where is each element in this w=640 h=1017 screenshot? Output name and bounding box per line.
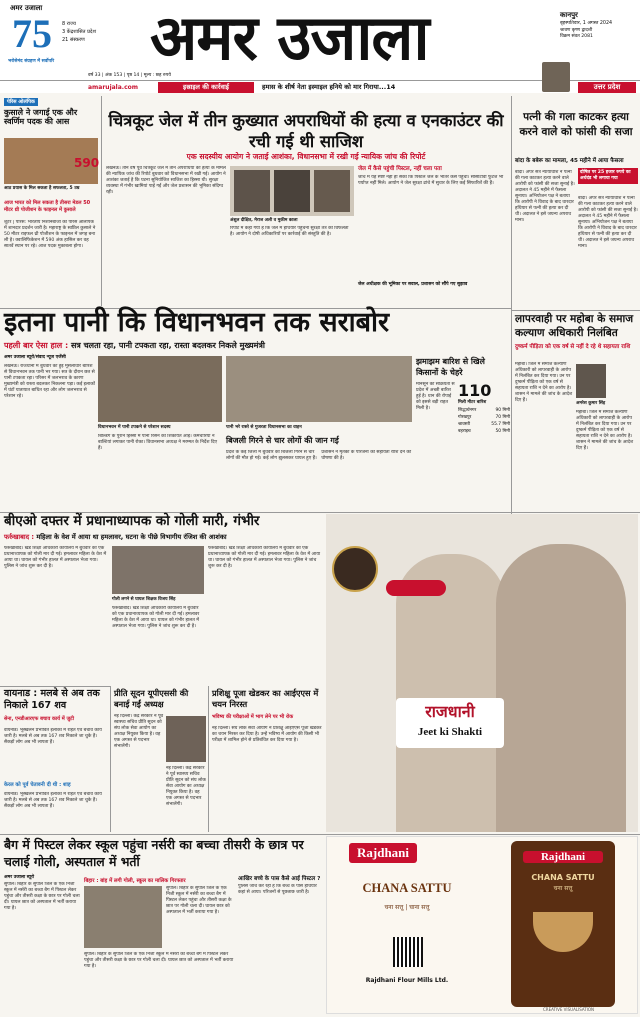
edition-item: 3 केंद्रशासित प्रदेश xyxy=(62,29,96,35)
lead-side-head: जेल में कैसे पहुंची पिस्टल, नहीं चला पता xyxy=(358,166,442,172)
stat-place: श्रावस्ती xyxy=(458,422,471,427)
school-body: सुपौल। बिहार के सुपौल जिले के एक निजी स्कूल में नर्सरी का बच्चा बैग में पिस्टल लेकर पहुंचा और तीसरी कक्षा के छात्र पर गोली चला दी। घायल छात्र को अस्पताल में भर्ती कराया गया है। xyxy=(4,882,80,911)
mahoba-photo xyxy=(576,364,606,398)
ad2-pack-bowl xyxy=(533,912,593,952)
ad2-product-hi: चना सत्तू | चाना सत्तु xyxy=(384,904,430,911)
mahoba-headline: लापरवाही पर महोबा के समाज कल्याण अधिकारी निलंबित xyxy=(515,313,634,339)
editions-list xyxy=(62,20,132,44)
school-box2 xyxy=(238,876,324,1012)
ad2-company: Rajdhani Flour Mills Ltd. xyxy=(365,977,449,984)
wife-headline: पत्नी की गला काटकर हत्या करने वाले को फांसी की सजा xyxy=(519,111,633,138)
rain-body: लखनऊ। राजधानी में बुधवार को हुई मूसलाधार बारिश से विधानभवन तक पानी भर गया। सत्र के दौरान छत से पानी टपकता रहा। परिसर में जलभराव के कारण मुख्यमंत्री को रास्ता बदलकर निकलना पड़ा। कई इलाकों में घंटों यातायात बाधित रहा और लोग जलभराव से परेशान रहे। xyxy=(4,364,95,399)
mahoba-photo-caption: अमरेश कुमार सिंह xyxy=(576,401,606,406)
editor-photo xyxy=(542,62,570,92)
accused-photo xyxy=(314,170,350,212)
kisan-stat-box xyxy=(458,382,510,456)
bsa-body-cont: फर्रुखाबाद। खंड शिक्षा अधिकारी कार्यालय में बुधवार को एक प्रधानाध्यापक को गोली मार दी गई। हमलावर महिला के वेश में आया था। घायल को गंभीर हालत में अस्पताल भेजा गया। पुलिस ने जांच शुरू कर दी है। xyxy=(112,606,200,629)
mahoba-body: महोबा। जिले में समाज कल्याण अधिकारी को लापरवाही के आरोप में निलंबित कर दिया गया। उन पर दुष्कर्म पीड़िता को एक वर्ष से सहायता राशि न देने का आरोप है। शासन ने मामले की जांच के आदेश दिए हैं। xyxy=(515,362,573,403)
puja-subhead: भविष्य की परीक्षाओं में भाग लेने पर भी रोक xyxy=(212,714,294,720)
ad2-pack xyxy=(511,841,615,1007)
samvat-line: श्रावण कृष्ण द्वादशी xyxy=(560,28,593,33)
school-headline: बैग में पिस्टल लेकर स्कूल पहुंचा नर्सरी का बच्चा तीसरी के छात्र पर चलाई गोली, अस्पताल में भर्ती xyxy=(4,837,304,869)
wife-body: बांदा। अपर सत्र न्यायाधीश ने पत्नी की गला काटकर हत्या करने वाले आरोपी को फांसी की सजा सुनाई है। अदालत ने 45 महीने में फैसला सुनाया। अभियोजन पक्ष ने बताया कि आरोपी ने विवाद के बाद धारदार हथियार से पत्नी की हत्या कर दी थी। अदालत ने इसे जघन्य अपराध माना। xyxy=(515,170,575,223)
kisan-stat-row xyxy=(458,414,510,421)
section-divider xyxy=(0,834,640,835)
lead-body-1: लखनऊ। तीन वर्ष पूर्व चित्रकूट जेल में तीन अपराधियों की हत्या के मामले की न्यायिक जांच की रिपोर्ट बुधवार को विधानसभा में रखी गई। आयोग ने आशंका जताई है कि घटना सुनियोजित साजिश का हिस्सा थी। सुरक्षा व्यवस्था में गंभीर खामियां पाई गईं और जेल प्रशासन की भूमिका संदिग्ध रही। xyxy=(106,166,226,195)
bsa-headline: बीएओ दफ्तर में प्रधानाध्यापक को गोली मारी, गंभीर xyxy=(4,513,260,529)
stat-place: सिद्धार्थनगर xyxy=(458,408,477,413)
kisan-stat-label: मिली मीटर बारिश xyxy=(458,400,487,405)
bsa-subhead: महिला के वेश में आया था हमलावर, घटना के पीछे विभागीय रंजिश की आशंका xyxy=(36,533,227,541)
kisan-stat-row xyxy=(458,407,510,414)
column-divider xyxy=(110,686,111,832)
column-divider xyxy=(101,96,102,306)
olympics-score: 590 xyxy=(74,156,100,170)
school-byline: अमर उजाला ब्यूरो xyxy=(4,875,35,880)
olympics-photo-caption: आठ प्रयास के मिल सकता है सफलता, 5 उम्र xyxy=(4,186,80,191)
ad-seal xyxy=(332,546,378,592)
kisan-headline: झमाझम बारिश से खिले किसानों के चेहरे xyxy=(416,357,485,377)
wife-body-cont: बांदा। अपर सत्र न्यायाधीश ने पत्नी की गला काटकर हत्या करने वाले आरोपी को फांसी की सजा सुनाई है। अदालत ने 45 महीने में फैसला सुनाया। अभियोजन पक्ष ने बताया कि आरोपी ने विवाद के बाद धारदार हथियार से पत्नी की हत्या कर दी थी। अदालत ने इसे जघन्य अपराध माना। xyxy=(578,196,638,249)
ad2-pack-name: CHANA SATTU xyxy=(531,873,595,882)
anniversary-badge xyxy=(8,4,70,64)
rain-caption-1: विधानभवन में पानी टपकने से परेशान सदस्य xyxy=(98,425,171,430)
kisan-stat-big: 110 xyxy=(458,381,492,400)
ad2-qr xyxy=(393,937,423,967)
section-divider xyxy=(512,310,640,311)
school-kicker: बिहार : xyxy=(84,878,99,884)
wayanad-subhead: सेना, एनडीआरएफ बचाव कार्य में जुटी xyxy=(4,716,74,722)
ad2-credit: CREATIVE VISUALISATION xyxy=(543,1007,595,1012)
bsa-subhead-line xyxy=(4,532,324,541)
rain-caption-2: पानी भरे रास्ते से गुजरता विधानसभा का वाहन xyxy=(226,425,302,430)
wayanad-body-cont: वायनाड। भूस्खलन प्रभावित इलाकों में राहत एवं बचाव कार्य जारी है। मलबे से अब तक 167 शव निकाले जा चुके हैं। सैकड़ों लोग अब भी लापता हैं। xyxy=(4,792,102,809)
meta-line: वर्ष 33 | अंक 153 | पृष्ठ 14 | मूल्य : छह रुपये xyxy=(88,73,171,78)
mahoba-body-cont: महोबा। जिले में समाज कल्याण अधिकारी को लापरवाही के आरोप में निलंबित कर दिया गया। उन पर दुष्कर्म पीड़िता को एक वर्ष से सहायता राशि न देने का आरोप है। शासन ने मामले की जांच के आदेश दिए हैं। xyxy=(576,410,634,451)
samvat-info xyxy=(560,28,636,40)
edition-info xyxy=(560,10,636,27)
lightning-body: प्रदेश के कई जिलों में बुधवार को बिजली गिरने से चार लोगों की मौत हो गई। कई लोग झुलसकर घायल हुए हैं। प्रशासन ने मृतकों के परिजनों को सहायता राशि देने की घोषणा की है। xyxy=(226,450,412,461)
bsa-caption: गोली लगने से घायल शिक्षक विजय सिंह xyxy=(112,597,176,602)
kisan-stat-row xyxy=(458,428,510,435)
school-body-cont: सुपौल। बिहार के सुपौल जिले के एक निजी स्कूल में नर्सरी का बच्चा बैग में पिस्टल लेकर पहुंचा और तीसरी कक्षा के छात्र पर गोली चला दी। घायल छात्र को अस्पताल में भर्ती कराया गया है। xyxy=(84,952,234,969)
puja-headline: प्रशिक्षु पूजा खेडकर का आईएएस में चयन निरस्त xyxy=(212,688,319,709)
edition-item: 8 राज्य xyxy=(62,21,76,27)
rain-subhead: सत्र चलता रहा, पानी टपकता रहा, रास्ता बदलकर निकले मुख्यमंत्री xyxy=(70,341,265,350)
lead-body-2: रिपोर्ट में कहा गया है कि जेल में हथियार पहुंचना सुरक्षा तंत्र की विफलता है। आयोग ने दोषी अधिकारियों पर कार्रवाई की संस्तुति की है। xyxy=(230,226,349,237)
upsc-body-cont: नई दिल्ली। केंद्र सरकार ने पूर्व स्वास्थ्य सचिव प्रीति सूदन को संघ लोक सेवा आयोग का अध्यक्ष नियुक्त किया है। वह एक अगस्त से पदभार संभालेंगी। xyxy=(166,766,206,807)
olympics-headline: कुसाले ने जगाई एक और स्वर्णिम पदक की आस xyxy=(4,108,78,127)
bsa-body-cont: फर्रुखाबाद। खंड शिक्षा अधिकारी कार्यालय में बुधवार को एक प्रधानाध्यापक को गोली मार दी गई। हमलावर महिला के वेश में आया था। घायल को गंभीर हालत में अस्पताल भेजा गया। पुलिस ने जांच शुरू कर दी है। xyxy=(208,546,321,569)
rain-byline: अमर उजाला ब्यूरो/संवाद न्यूज एजेंसी xyxy=(4,355,66,360)
olympics-sub: आज भारत को मिल सकता है तीसरा मेडल 50 मीटर थ्री पोजीशन के फाइनल में कुसाले xyxy=(4,200,91,213)
stat-place: गोरखपुर xyxy=(458,415,472,420)
wayanad-headline: वायनाड : मलबे से अब तक निकाले 167 शव xyxy=(4,688,100,711)
masthead-logo: अमर उजाला xyxy=(150,1,429,74)
rain-photo-1 xyxy=(98,356,222,422)
rain-body-2: बिल्डिंग के पुराने हिस्सों में पानी रिसने की शिकायतें आईं। कर्मचारियों ने बाल्टियां लगाकर पानी रोका। विधानसभा अध्यक्ष ने मरम्मत के निर्देश दिए हैं। xyxy=(98,434,218,451)
school-body-cont: सुपौल। बिहार के सुपौल जिले के एक निजी स्कूल में नर्सरी का बच्चा बैग में पिस्टल लेकर पहुंचा और तीसरी कक्षा के छात्र पर गोली चला दी। घायल छात्र को अस्पताल में भर्ती कराया गया है। xyxy=(166,886,232,915)
bsa-kicker: फर्रुखाबाद : xyxy=(4,533,35,541)
upsc-headline: प्रीति सूदन यूपीएससी की बनाई गईं अध्यक्ष xyxy=(114,688,189,709)
ad-chana-sattu[interactable] xyxy=(326,836,638,1014)
school-photo xyxy=(84,886,162,948)
website[interactable]: amarujala.com xyxy=(88,84,139,91)
stat-value: 55.7 मिमी xyxy=(491,422,510,427)
lead-side-body: जांच में यह स्पष्ट नहीं हो सका कि पिस्टल जेल के भीतर कैसे पहुंची। सीसीटीवी फुटेज भी पर्याप्त नहीं मिले। आयोग ने जेल सुरक्षा ढांचे में सुधार के लिए कई सिफारिशें की हैं। xyxy=(358,175,504,187)
stat-value: 90 मिमी xyxy=(495,408,510,413)
school-box2-body: पुलिस जांच कर रही है कि बच्चे के पास हथियार कहां से आया। परिजनों से पूछताछ जारी है। xyxy=(238,884,317,896)
ad2-logo: Rajdhani xyxy=(349,843,417,863)
wife-box: दोषित पर 25 हजार रुपये का अर्थदंड भी लगाया गया xyxy=(578,168,638,184)
ad-figure-man xyxy=(496,544,626,832)
school-box-line xyxy=(84,876,234,884)
region-label: उत्तर प्रदेश xyxy=(578,82,636,93)
ad-rajdhani-jeet[interactable] xyxy=(326,514,638,832)
lead-photo-caption: अंशुल दीक्षित, मेराज अली व मुकीम काला xyxy=(230,218,298,223)
ad-bottle xyxy=(386,580,446,596)
edition-date: बृहस्पतिवार, 1 अगस्त 2024 xyxy=(560,21,613,26)
mahoba-subhead: दुष्कर्म पीड़िता को एक वर्ष से नहीं दे रहे थे सहायता राशि xyxy=(515,344,631,350)
bsa-body: फर्रुखाबाद। खंड शिक्षा अधिकारी कार्यालय में बुधवार को एक प्रधानाध्यापक को गोली मार दी गई। हमलावर महिला के वेश में आया था। घायल को गंभीर हालत में अस्पताल भेजा गया। पुलिस ने जांच शुरू कर दी है। xyxy=(4,546,107,569)
ticker-text: हमास के शीर्ष नेता इस्माइल हनिये को मार गिराया...14 xyxy=(262,83,396,91)
edition-city: कानपुर xyxy=(560,11,578,19)
upsc-photo xyxy=(166,716,206,762)
lead-headline: चित्रकूट जेल में तीन कुख्यात अपराधियों की हत्या व एनकाउंटर की रची गई थी साजिश xyxy=(108,111,504,151)
anniversary-number: 75 xyxy=(12,11,52,56)
section-divider xyxy=(0,686,110,687)
rain-photo-2 xyxy=(226,356,412,422)
ad2-pack-brand: Rajdhani xyxy=(523,851,603,863)
lead-side-note: जेल अधीक्षक की भूमिका पर सवाल, प्रशासन को सौंपे गए सुझाव xyxy=(358,282,468,288)
column-divider xyxy=(208,686,209,832)
ticker-label: इस्राइल की कार्रवाई xyxy=(158,82,254,93)
lead-subhead: एक सदस्यीय आयोग ने जताई आशंका, विधानसभा में रखी गई न्यायिक जांच की रिपोर्ट xyxy=(186,152,426,161)
kisan-stat-row xyxy=(458,421,510,428)
ad2-pack-hi: चना सत्तू xyxy=(553,885,573,892)
bsa-photo xyxy=(112,546,204,594)
lightning-headline: बिजली गिरने से चार लोगों की जान गई xyxy=(226,436,339,445)
edition-item: 21 संस्करण xyxy=(62,37,85,43)
ad-brand: राजधानी xyxy=(425,702,475,721)
lead-photo-group xyxy=(230,166,354,216)
rain-kicker: पहली बार ऐसा हाल : xyxy=(4,341,69,350)
wife-subhead: बांदा के बबेरू का मामला, 45 महीने में आया फैसला xyxy=(515,158,624,164)
wayanad-box: केरल को पूर्व चेतावनी दी थी : शाह xyxy=(4,782,71,788)
school-box-head: बांह में लगी गोली, स्कूल का मालिक गिरफ्तार xyxy=(100,878,186,884)
ad-tagline: Jeet ki Shakti xyxy=(417,726,483,738)
accused-photo xyxy=(274,170,310,212)
stat-value: 50 मिमी xyxy=(495,429,510,434)
puja-body: नई दिल्ली। संघ लोक सेवा आयोग ने प्रशिक्षु आईएएस पूजा खेडकर का चयन निरस्त कर दिया है। उन्हें भविष्य में आयोग की किसी भी परीक्षा में शामिल होने से प्रतिबंधित कर दिया गया है। xyxy=(212,726,322,743)
accused-photo xyxy=(234,170,270,212)
kisan-body: मानसून की सक्रियता से प्रदेश में अच्छी बारिश हुई है। धान की रोपाई को इससे बड़ी राहत मिली है। xyxy=(416,382,455,411)
ad2-product: CHANA SATTU xyxy=(362,881,452,895)
stat-place: बहराइच xyxy=(458,429,471,434)
brand-small: अमर उजाला xyxy=(10,4,43,12)
stat-value: 70 मिमी xyxy=(495,415,510,420)
rain-subhead-line xyxy=(4,340,508,351)
samvat-line: विक्रम संवत 2081 xyxy=(560,34,593,39)
olympics-body: शूटर | पेरिस: भारतीय निशानेबाजों का पेरिस ओलंपिक में शानदार प्रदर्शन जारी है। महाराष्ट्र के स्वप्निल कुसाले ने 50 मीटर राइफल थ्री पोजीशन के फाइनल में जगह बना ली है। क्वालिफिकेशन में 590 अंक हासिल कर वह सातवें स्थान पर रहे। आज पदक मुकाबला होगा। xyxy=(4,220,96,249)
lead-side-box xyxy=(358,166,508,306)
rain-headline: इतना पानी कि विधानभवन तक सराबोर xyxy=(4,307,390,338)
school-box2-head: आखिर बच्चे के पास कैसे आई पिस्टल ? xyxy=(238,876,321,882)
upsc-body: नई दिल्ली। केंद्र सरकार ने पूर्व स्वास्थ्य सचिव प्रीति सूदन को संघ लोक सेवा आयोग का अध्यक्ष नियुक्त किया है। वह एक अगस्त से पदभार संभालेंगी। xyxy=(114,714,164,749)
olympics-label: पेरिस ओलंपिक xyxy=(4,98,38,106)
olympics-column xyxy=(0,96,100,308)
ad-logo-box xyxy=(396,698,504,748)
wayanad-body: वायनाड। भूस्खलन प्रभावित इलाकों में राहत एवं बचाव कार्य जारी है। मलबे से अब तक 167 शव निकाले जा चुके हैं। सैकड़ों लोग अब भी लापता हैं। xyxy=(4,728,102,745)
anniversary-tagline: भरोसेमंद संग्रहण में सर्वोपरि xyxy=(8,59,55,64)
